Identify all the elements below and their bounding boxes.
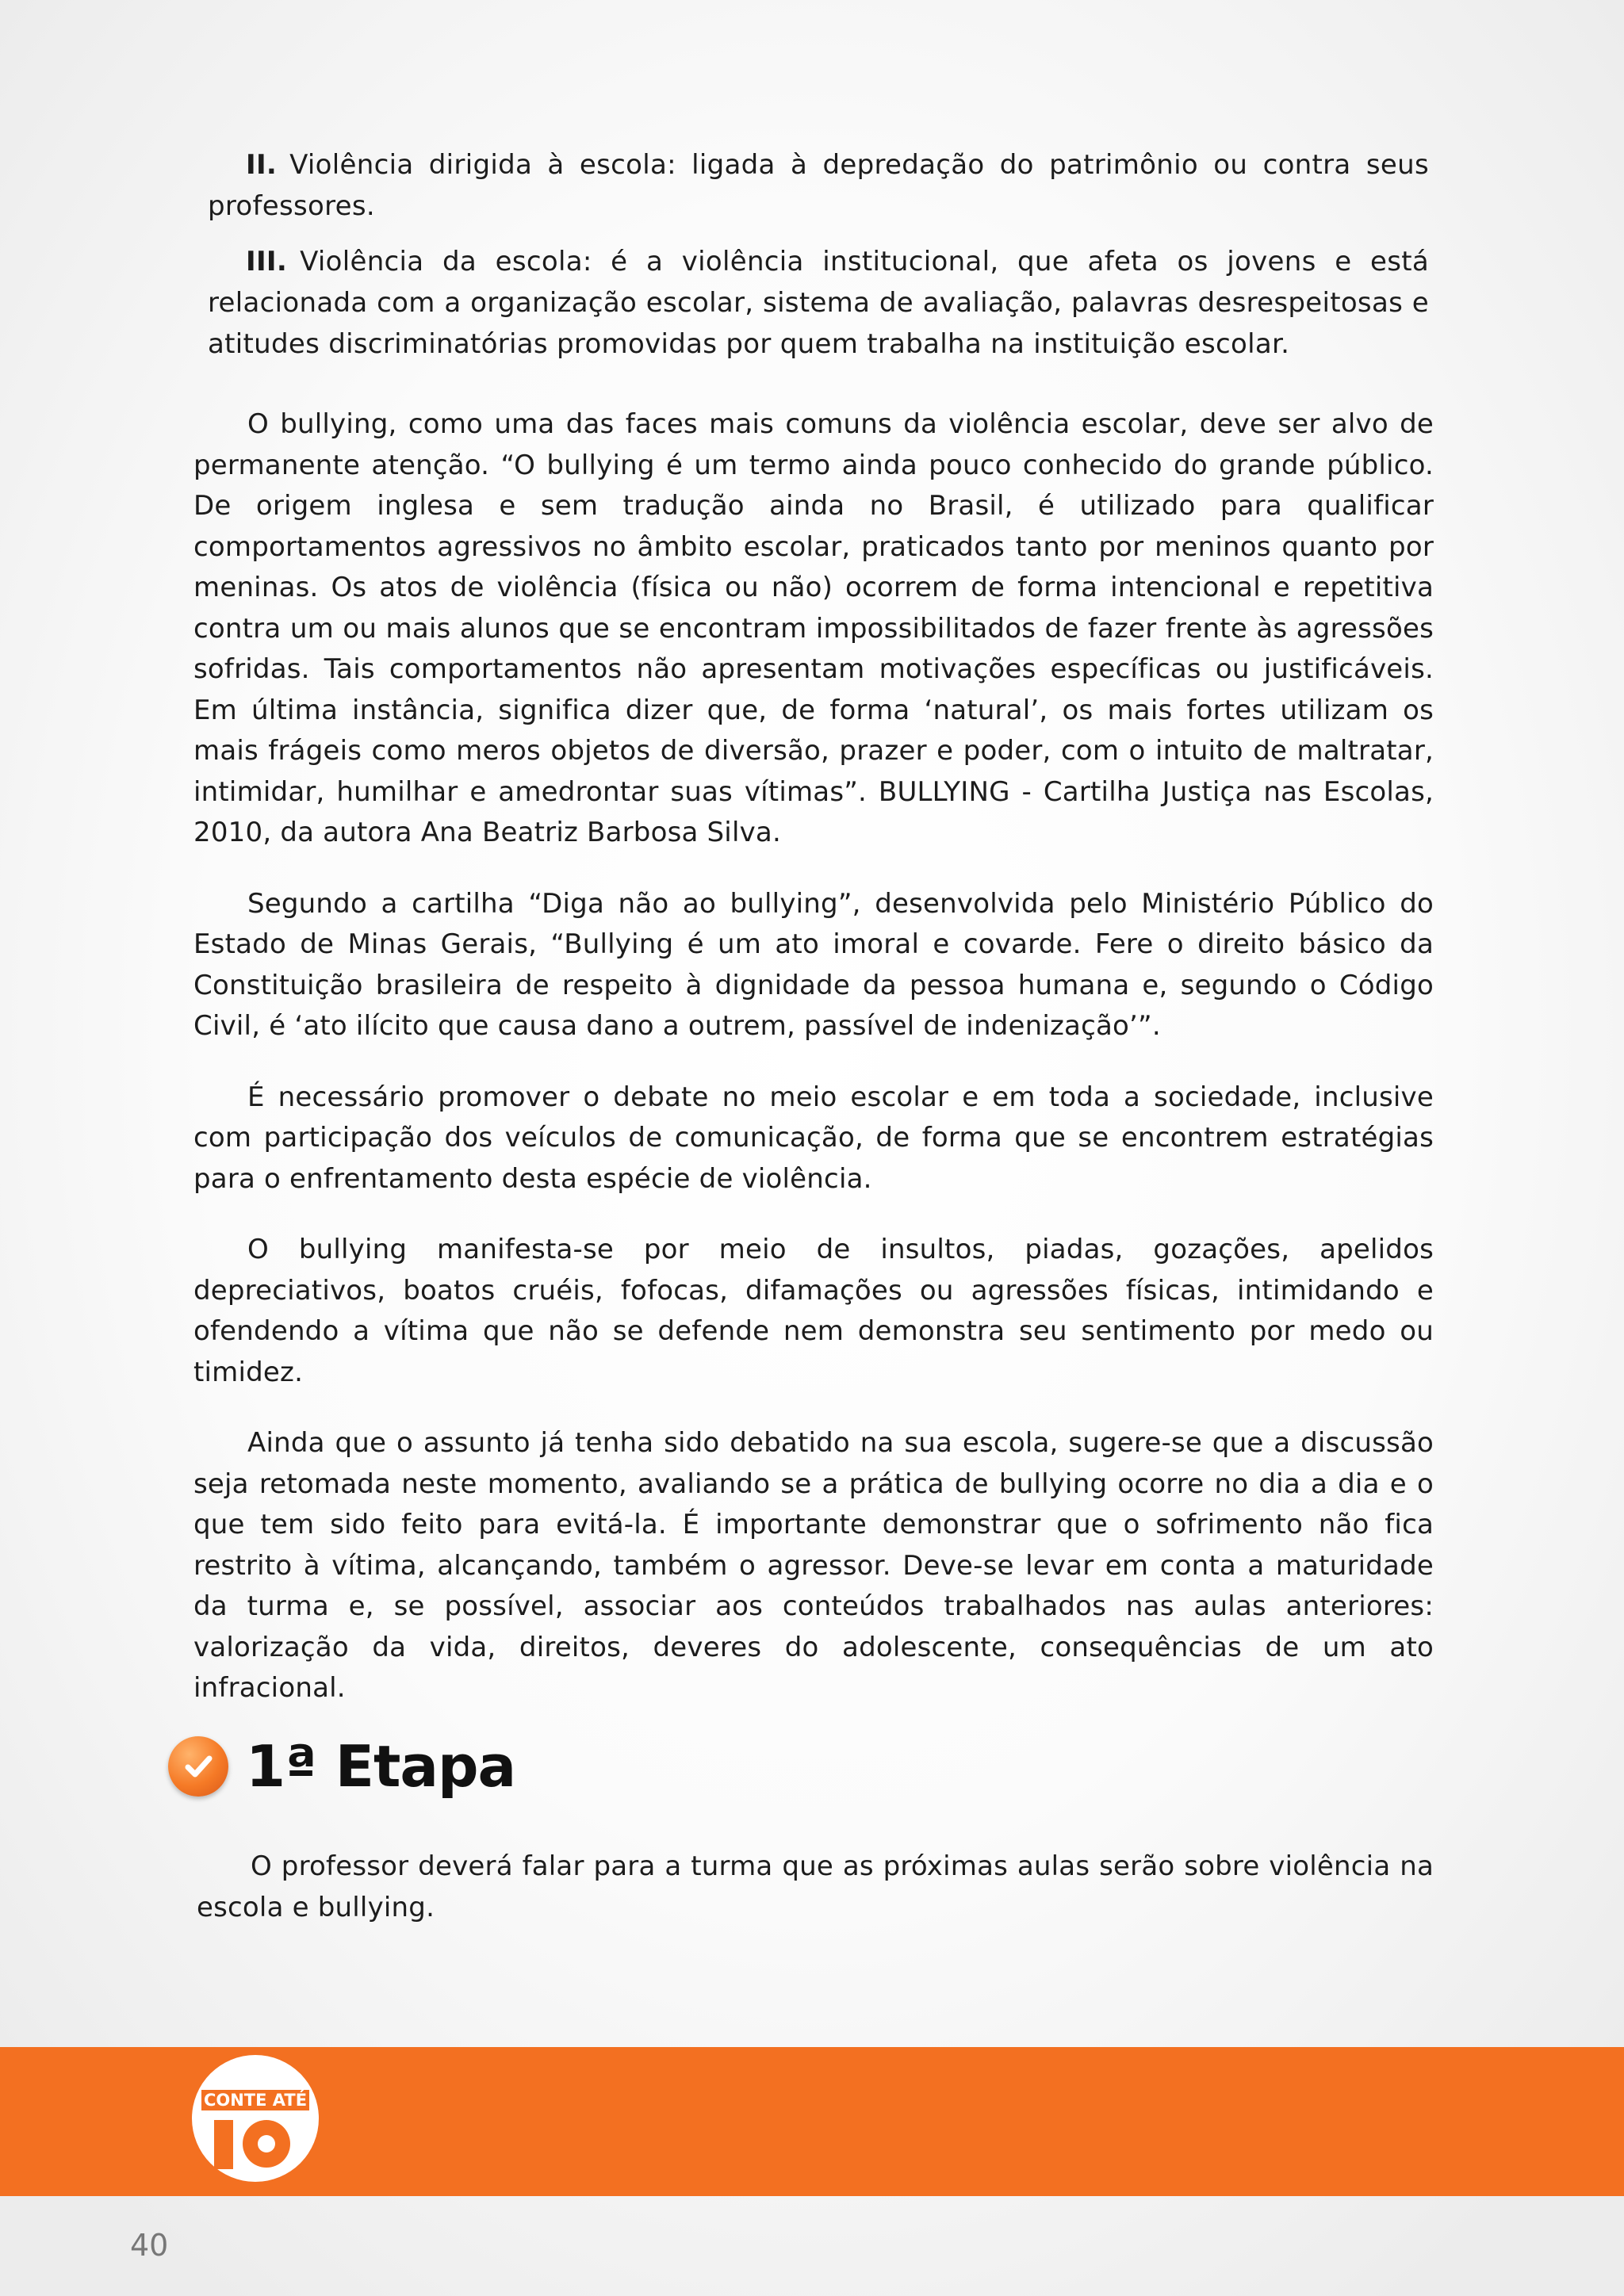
section-intro [197,1846,1434,1958]
section-heading [168,1728,515,1804]
list-item-ii [208,144,1429,227]
list-numeral: II. [246,149,278,181]
conte-ate-10-logo [190,2053,320,2183]
page-number: 40 [130,2228,169,2263]
paragraph-discussion: Ainda que o assunto já tenha sido debatido na sua escola, sugere-se que a discussão seja retomada neste momento, avaliando se a prática de bullying ocorre no dia a dia e o que tem sido feito para evitá-la. É importante demonstrar que o sofrimento não fica restrito à vítima, alcançando, também o agressor. Deve-se levar em conta a maturidade da turma e, se possível, associar aos conteúdos trabalhados nas aulas anteriores: valorização da vida, direitos, deveres do adolescente, consequências de um ato infracional. [193,1427,1434,1704]
section-intro-text: O professor deverá falar para a turma que as próximas aulas serão sobre violência na escola e bullying. [197,1850,1434,1923]
paragraph-manifestation: O bullying manifesta-se por meio de insultos, piadas, gozações, apelidos depreciativos, boatos cruéis, fofocas, difamações ou agressões físicas, intimidando e ofendendo a vítima que não se defende nem demonstra seu sentimento por medo ou timidez. [193,1234,1434,1388]
body-text [193,404,1434,1739]
logo-text-top: CONTE ATÉ [203,2091,308,2110]
list-item-text: Violência da escola: é a violência institucional, que afeta os jovens e está relacionada com a organização escolar, sistema de avaliação, palavras desrespeitosas e atitudes discriminatórias promovidas por quem trabalha na instituição escolar. [208,246,1429,360]
section-title: 1ª Etapa [246,1733,516,1800]
list-item-text: Violência dirigida à escola: ligada à depredação do patrimônio ou contra seus professores. [208,149,1429,222]
paragraph-bullying-definition: O bullying, como uma das faces mais comuns da violência escolar, deve ser alvo de permanente atenção. “O bullying é um termo ainda pouco conhecido do grande público. De origem inglesa e sem tradução ainda no Brasil, é utilizado para qualificar comportamentos agressivos no âmbito escolar, praticados tanto por meninos quanto por meninas. Os atos de violência (física ou não) ocorrem de forma intencional e repetitiva contra um ou mais alunos que se encontram impossibilitados de fazer frente às agressões sofridas. Tais comportamentos não apresentam motivações específicas ou justificáveis. Em última instância, significa dizer que, de forma ‘natural’, os mais fortes utilizam os mais frágeis como meros objetos de diversão, prazer e poder, com o intuito de maltratar, intimidar, humilhar e amedrontar suas vítimas”. BULLYING - Cartilha Justiça nas Escolas, 2010, da autora Ana Beatriz Barbosa Silva. [193,408,1434,848]
check-circle-icon [168,1736,228,1797]
list-numeral: III. [246,246,288,277]
paragraph-cartilha: Segundo a cartilha “Diga não ao bullying”, desenvolvida pelo Ministério Público do Estado de Minas Gerais, “Bullying é um ato imoral e covarde. Fere o direito básico da Constituição brasileira de respeito à dignidade da pessoa humana e, segundo o Código Civil, é ‘ato ilícito que causa dano a outrem, passível de indenização’”. [193,887,1434,1042]
list-item-iii [208,241,1429,365]
numbered-list [208,144,1429,379]
paragraph-debate: É necessário promover o debate no meio escolar e em toda a sociedade, inclusive com participação dos veículos de comunicação, de forma que se encontrem estratégias para o enfrentamento desta espécie de violência. [193,1081,1434,1195]
